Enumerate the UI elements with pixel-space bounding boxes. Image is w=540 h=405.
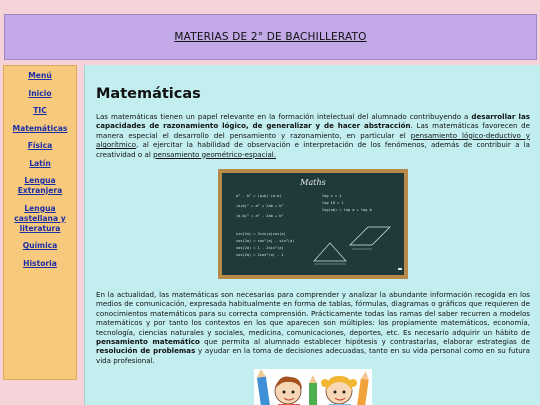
sidebar-item-lengua-castellana[interactable]: Lengua castellana y literatura bbox=[14, 203, 66, 233]
board-formula-6: cos(2a) = 1 - 2sin²(a) bbox=[236, 246, 284, 251]
board-formula-4: sin(2a) = 2sin(a)cos(a) bbox=[236, 232, 286, 237]
body-paragraph bbox=[96, 290, 530, 365]
board-formula-1: a² - b² = (a+b)·(a-b) bbox=[236, 194, 282, 199]
intro-paragraph bbox=[96, 112, 530, 159]
body-text-b: pensamiento matemático bbox=[96, 337, 200, 347]
chalkboard-image bbox=[218, 169, 408, 279]
board-formula-10: log(ab) = log a + log b bbox=[322, 208, 372, 213]
board-formula-3: (a-b)² = a² - 2ab + b² bbox=[236, 214, 284, 219]
sidebar-item-menu[interactable]: Menú bbox=[28, 71, 52, 80]
body-text-d: resolución de problemas bbox=[96, 346, 196, 356]
sidebar-item-historia[interactable]: Historia bbox=[23, 258, 57, 268]
sidebar-item-quimica[interactable]: Química bbox=[22, 241, 58, 250]
link-pensamiento-logico[interactable]: pensamiento lógico-deductivo y algorítmico bbox=[96, 130, 530, 150]
chalkboard-drawing bbox=[222, 173, 404, 275]
intro-text-c: . Las matemáticas favorecen de manera especial el desarrollo del pensamiento y razonamiento, en particular el bbox=[96, 121, 530, 140]
sidebar-item-inicio[interactable]: Inicio bbox=[28, 88, 52, 98]
header-title[interactable]: MATERIAS DE 2° DE BACHILLERATO bbox=[174, 31, 367, 43]
page-header bbox=[4, 14, 537, 60]
page-title: Matemáticas bbox=[96, 86, 201, 102]
sidebar-item-tic[interactable]: TIC bbox=[33, 106, 47, 115]
body-text-c: que permita al alumnado establecer hipótesis y contrastarlas, elaborar estrategias de bbox=[199, 337, 531, 347]
board-formula-8: log x = 1 bbox=[322, 194, 342, 199]
board-formula-2: (a+b)² = a² + 2ab + b² bbox=[236, 204, 284, 209]
sidebar-item-matematicas[interactable]: Matemáticas bbox=[12, 123, 68, 133]
chalk-piece bbox=[398, 268, 402, 270]
body-text-a: En la actualidad, las matemáticas son necesarias para comprender y analizar la abundante información recogida en los medios de comunicación, expresada habitualmente en forma de tablas, fórmulas, diagramas o gráficos que requieren de conocimientos matemáticos para su correcta comprensión. Prácticamente todas las ramas del saber recurren a modelos matemáticos y por tanto los contextos en los que aparecen son múltiples: los propiamente matemáticos, economía, tecnología, ciencias naturales y sociales, medicina, comunicaciones, deportes, etc. Es necesario adquirir un hábito de bbox=[96, 290, 530, 337]
link-pensamiento-geometrico[interactable]: pensamiento geométrico-espacial. bbox=[153, 149, 277, 159]
intro-text-e: , al ejercitar la habilidad de observación e interpretación de los fenómenos, además de contribuir a la creatividad o al bbox=[96, 140, 530, 159]
kids-illustration bbox=[254, 369, 372, 405]
board-formula-9: log 10 = 1 bbox=[322, 201, 344, 206]
kids-with-pencils-image bbox=[254, 369, 372, 405]
sidebar-menu bbox=[3, 65, 77, 380]
main-content bbox=[84, 65, 540, 405]
intro-text-b: desarrollar las capacidades de razonamiento lógico, de generalizar y de hacer abstracción bbox=[96, 112, 530, 131]
board-title: Maths bbox=[300, 178, 326, 188]
body-text-e: y ayudar en la toma de decisiones adecuadas, tanto en su vida personal como en su futura vida profesional. bbox=[96, 346, 530, 365]
intro-text-a: Las matemáticas tienen un papel relevante en la formación intelectual del alumnado contribuyendo a bbox=[96, 112, 472, 121]
sidebar-item-lengua-extranjera[interactable]: Lengua Extranjera bbox=[17, 176, 63, 195]
board-formula-7: cos(2a) = 2cos²(a) - 1 bbox=[236, 253, 284, 258]
sidebar-item-latin[interactable]: Latín bbox=[29, 158, 51, 168]
board-formula-5: cos(2a) = cos²(a) - sin²(a) bbox=[236, 239, 295, 244]
sidebar-item-fisica[interactable]: Física bbox=[27, 141, 53, 150]
